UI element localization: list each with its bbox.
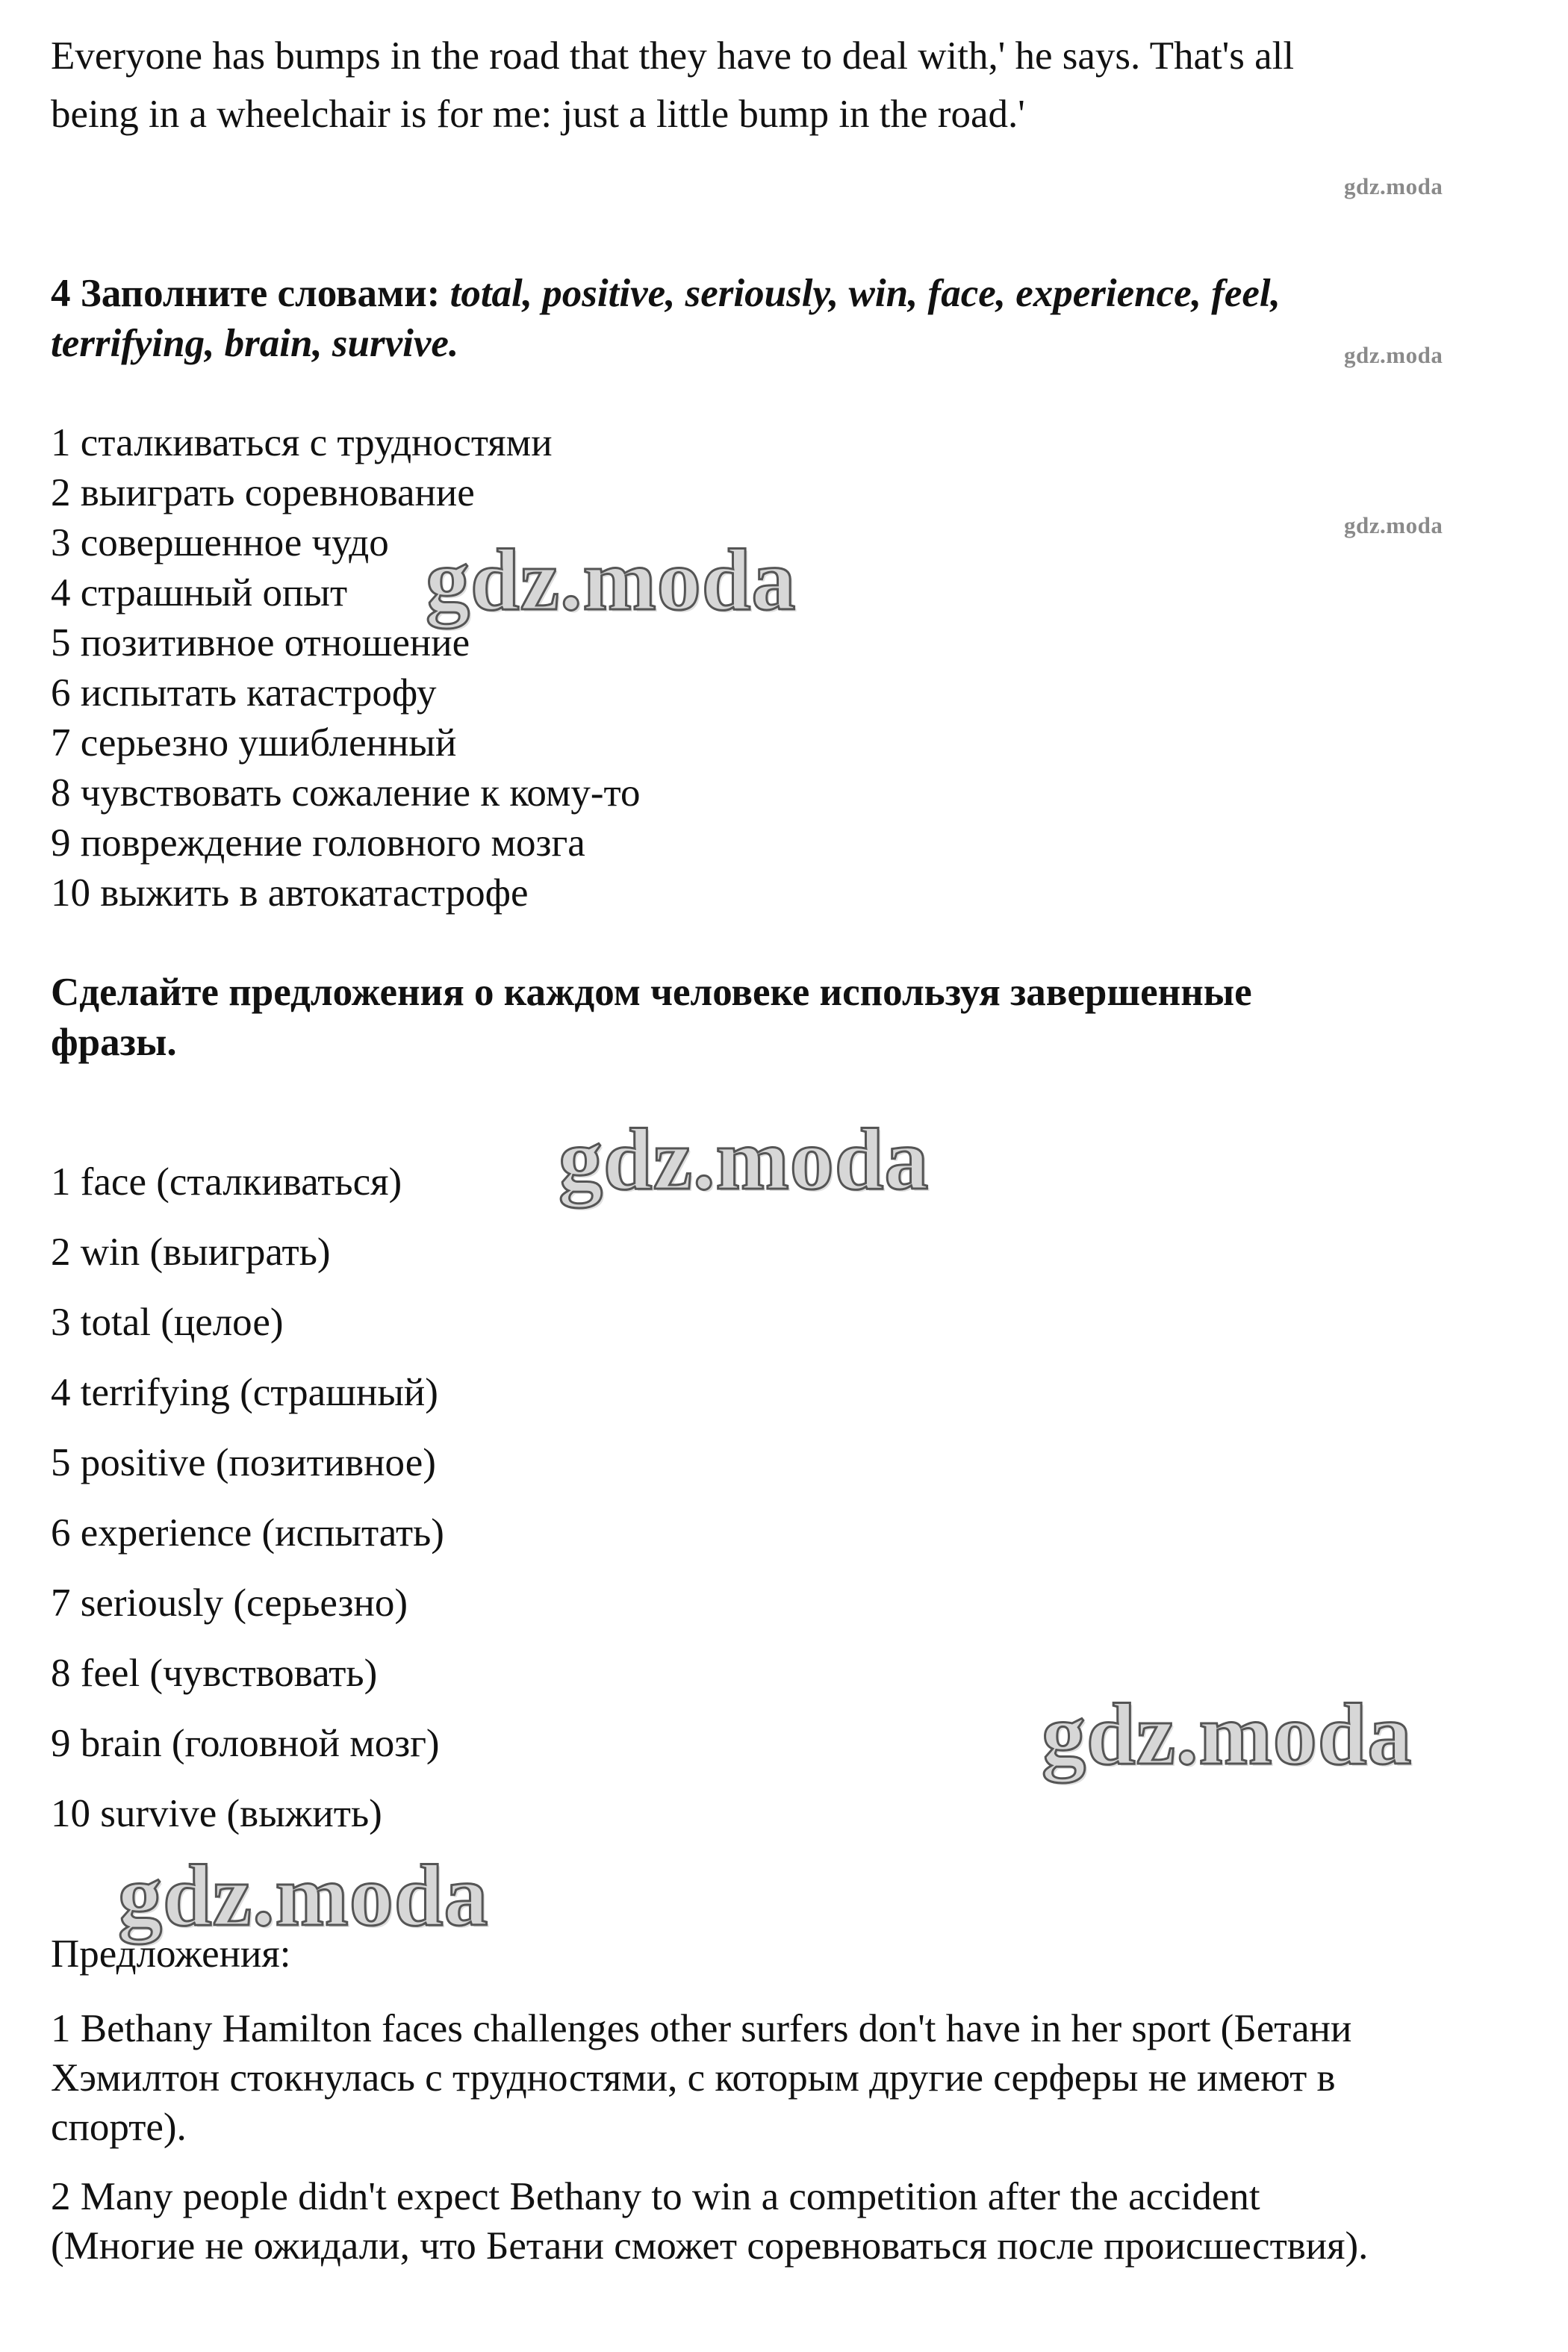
task4-item: 7 серьезно ушибленный xyxy=(51,721,457,765)
sentence-1-line-3: спорте). xyxy=(51,2106,187,2149)
task5-answer: 5 positive (позитивное) xyxy=(51,1441,436,1484)
task4-item: 5 позитивное отношение xyxy=(51,621,470,665)
task4-item: 3 совершенное чудо xyxy=(51,521,389,564)
task5-heading-line-2: фразы. xyxy=(51,1021,177,1064)
sentence-1-line-2: Хэмилтон стокнулась с трудностями, с которым другие серферы не имеют в xyxy=(51,2056,1336,2100)
task4-item: 1 сталкиваться с трудностями xyxy=(51,421,553,464)
sentences-label: Предложения: xyxy=(51,1932,291,1976)
watermark-small: gdz.moda xyxy=(1344,342,1443,368)
task4-heading-prefix: 4 Заполните словами: xyxy=(51,272,450,315)
task4-item: 8 чувствовать сожаление к кому-то xyxy=(51,771,641,815)
task4-heading-words-line-2: terrifying, brain, survive. xyxy=(51,322,459,365)
task4-heading xyxy=(51,269,1281,318)
task4-item: 4 страшный опыт xyxy=(51,571,348,615)
task5-answer: 6 experience (испытать) xyxy=(51,1511,444,1555)
task4-item: 10 выжить в автокатастрофе xyxy=(51,871,529,915)
task4-heading-words: total, positive, seriously, win, face, experience, feel, xyxy=(449,272,1281,315)
watermark-large: gdz.moda xyxy=(1042,1685,1413,1783)
task4-item: 9 повреждение головного мозга xyxy=(51,821,585,865)
task5-answer: 10 survive (выжить) xyxy=(51,1792,382,1835)
sentence-1-line-1: 1 Bethany Hamilton faces challenges other surfers don't have in her sport (Бетани xyxy=(51,2007,1352,2050)
intro-line-1: Everyone has bumps in the road that they have to deal with,' he says. That's all xyxy=(51,34,1295,78)
intro-line-2: being in a wheelchair is for me: just a little bump in the road.' xyxy=(51,93,1025,136)
watermark-large: gdz.moda xyxy=(118,1847,489,1944)
task5-answer: 3 total (целое) xyxy=(51,1301,284,1344)
watermark-small: gdz.moda xyxy=(1344,512,1443,538)
sentence-2-line-2: (Многие не ожидали, что Бетани сможет соревноваться после происшествия). xyxy=(51,2224,1369,2268)
task5-answer: 1 face (сталкиваться) xyxy=(51,1160,402,1204)
watermark-large: gdz.moda xyxy=(426,531,797,629)
task5-answer: 9 brain (головной мозг) xyxy=(51,1722,440,1765)
task4-item: 6 испытать катастрофу xyxy=(51,671,437,715)
task5-answer: 7 seriously (серьезно) xyxy=(51,1581,408,1625)
task5-answer: 4 terrifying (страшный) xyxy=(51,1371,438,1414)
watermark-large: gdz.moda xyxy=(559,1110,930,1208)
sentence-2-line-1: 2 Many people didn't expect Bethany to win a competition after the accident xyxy=(51,2175,1260,2218)
task5-answer: 8 feel (чувствовать) xyxy=(51,1652,378,1695)
task4-item: 2 выиграть соревнование xyxy=(51,471,475,514)
task5-heading-line-1: Сделайте предложения о каждом человеке используя завершенные xyxy=(51,971,1252,1014)
watermark-small: gdz.moda xyxy=(1344,173,1443,199)
task5-answer: 2 win (выиграть) xyxy=(51,1231,331,1274)
